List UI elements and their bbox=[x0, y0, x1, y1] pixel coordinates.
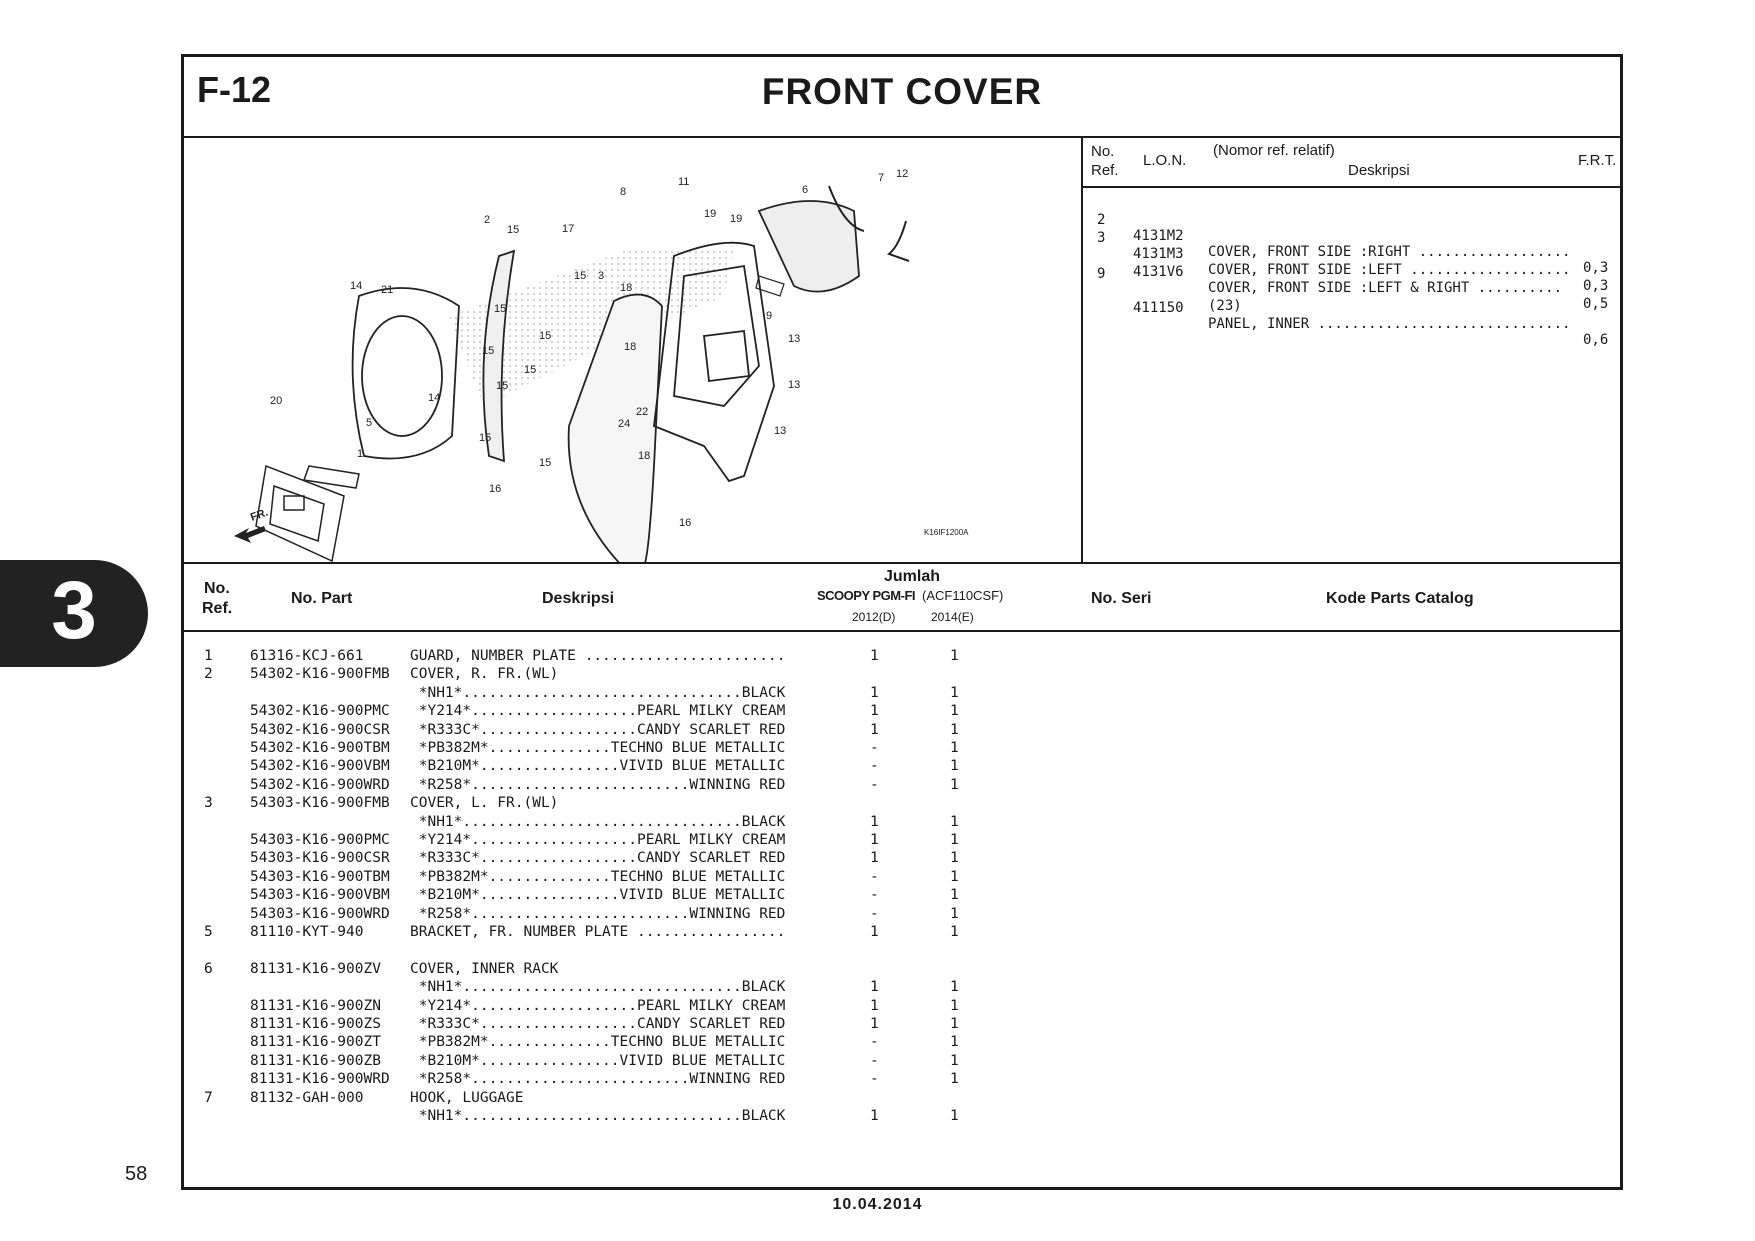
callout: 18 bbox=[624, 341, 637, 353]
part-number: 61316-KCJ-661 bbox=[250, 648, 364, 664]
lon-head-no: No. bbox=[1091, 143, 1115, 160]
table-row bbox=[184, 961, 1620, 979]
part-number: 54302-K16-900TBM bbox=[250, 740, 390, 756]
part-number: 54303-K16-900VBM bbox=[250, 887, 390, 904]
title-row bbox=[184, 57, 1620, 138]
qty-2012: 1 bbox=[870, 997, 879, 1014]
head-no: No. bbox=[204, 580, 230, 597]
callout: 5 bbox=[366, 417, 373, 429]
table-row bbox=[184, 740, 1620, 758]
qty-2014: 1 bbox=[950, 684, 959, 701]
callout: 11 bbox=[678, 176, 690, 188]
part-desc: *R258*.........................WINNING RED bbox=[410, 1071, 786, 1088]
callout: 1 bbox=[357, 448, 364, 460]
qty-2012: 1 bbox=[870, 850, 879, 867]
lon-desc: COVER, FRONT SIDE :LEFT & RIGHT .......... bbox=[1208, 280, 1563, 296]
qty-2012: 1 bbox=[870, 924, 879, 940]
qty-2014: 1 bbox=[950, 721, 959, 738]
callout: 17 bbox=[562, 223, 575, 235]
part-desc: *B210M*................VIVID BLUE METALLIC bbox=[410, 758, 786, 775]
qty-2012: 1 bbox=[870, 721, 879, 738]
part-desc: HOOK, LUGGAGE bbox=[410, 1089, 524, 1106]
table-row bbox=[184, 795, 1620, 813]
lon-ref: 3 bbox=[1097, 230, 1106, 246]
qty-2014: 1 bbox=[950, 832, 959, 848]
callout: 15 bbox=[539, 330, 552, 342]
callout: 24 bbox=[618, 418, 631, 430]
table-row bbox=[184, 777, 1620, 795]
callout: 20 bbox=[270, 395, 283, 407]
part-number: 54303-K16-900CSR bbox=[250, 850, 390, 867]
qty-2012: - bbox=[870, 1052, 879, 1069]
part-ref: 1 bbox=[204, 648, 213, 664]
qty-2012: - bbox=[870, 1071, 879, 1088]
qty-2014: 1 bbox=[950, 905, 959, 922]
table-row bbox=[184, 1016, 1620, 1034]
diagram-code: K16IF1200A bbox=[924, 528, 969, 537]
part-ref: 6 bbox=[204, 960, 213, 977]
part-desc: *NH1*................................BLACK bbox=[410, 813, 786, 830]
table-row bbox=[184, 648, 1620, 666]
qty-2012: - bbox=[870, 776, 879, 793]
head-year-2014: 2014(E) bbox=[931, 610, 974, 624]
callout: 15 bbox=[524, 364, 537, 376]
qty-2014: 1 bbox=[950, 887, 959, 904]
part-number: 54302-K16-900CSR bbox=[250, 721, 390, 738]
callout: 15 bbox=[494, 303, 507, 315]
part-desc: *B210M*................VIVID BLUE METALLIC bbox=[410, 1052, 786, 1069]
lon-head-relatif: (Nomor ref. relatif) bbox=[1213, 142, 1335, 159]
callout: 7 bbox=[878, 172, 885, 184]
table-row bbox=[184, 850, 1620, 868]
qty-2014: 1 bbox=[950, 924, 959, 940]
lon-ref: 2 bbox=[1097, 212, 1106, 228]
qty-2014: 1 bbox=[950, 1052, 959, 1069]
part-desc: *PB382M*..............TECHNO BLUE METALLIC bbox=[410, 740, 786, 756]
part-number: 81131-K16-900ZT bbox=[250, 1034, 381, 1051]
fr-arrow-icon bbox=[234, 526, 266, 543]
qty-2014: 1 bbox=[950, 813, 959, 830]
callout: 19 bbox=[730, 213, 743, 225]
table-row bbox=[184, 942, 1620, 960]
table-row bbox=[184, 814, 1620, 832]
catalog-frame bbox=[181, 54, 1623, 1190]
page-title: FRONT COVER bbox=[761, 71, 1043, 112]
lon-header bbox=[1083, 136, 1620, 188]
part-number: 81131-K16-900ZN bbox=[250, 997, 381, 1014]
qty-2014: 1 bbox=[950, 648, 959, 664]
callout: 16 bbox=[679, 517, 692, 529]
callout: 12 bbox=[896, 168, 909, 180]
callout: 8 bbox=[620, 186, 627, 198]
part-number: 81131-K16-900ZB bbox=[250, 1052, 381, 1069]
callout: 15 bbox=[479, 432, 492, 444]
lon-frt: 0,6 bbox=[1583, 332, 1609, 348]
hook-clip-shape bbox=[889, 221, 909, 261]
lon-head-frt: F.R.T. bbox=[1578, 152, 1617, 169]
callout: 22 bbox=[636, 406, 649, 418]
qty-2012: 1 bbox=[870, 684, 879, 701]
qty-2012: 1 bbox=[870, 979, 879, 996]
part-desc: *Y214*...................PEARL MILKY CREAM bbox=[410, 832, 786, 848]
part-ref: 3 bbox=[204, 795, 213, 812]
lon-desc: COVER, FRONT SIDE :LEFT ................... bbox=[1208, 262, 1571, 278]
part-ref: 7 bbox=[204, 1089, 213, 1106]
lon-desc: COVER, FRONT SIDE :RIGHT .................. bbox=[1208, 244, 1571, 260]
table-row bbox=[184, 685, 1620, 703]
part-number: 54302-K16-900VBM bbox=[250, 758, 390, 775]
print-date: 10.04.2014 bbox=[832, 1196, 923, 1213]
callout: 15 bbox=[496, 380, 509, 392]
part-number: 81131-K16-900ZV bbox=[250, 960, 381, 977]
head-year-2012: 2012(D) bbox=[852, 610, 896, 624]
callout: 14 bbox=[428, 392, 441, 404]
callout: 14 bbox=[350, 280, 363, 292]
qty-2014: 1 bbox=[950, 1071, 959, 1088]
part-number: 54302-K16-900FMB bbox=[250, 666, 390, 683]
head-no-seri: No. Seri bbox=[1091, 590, 1152, 607]
head-ref: Ref. bbox=[202, 600, 233, 617]
lon-desc: (23) bbox=[1208, 298, 1242, 314]
table-row bbox=[184, 722, 1620, 740]
qty-2012: 1 bbox=[870, 832, 879, 848]
qty-2014: 1 bbox=[950, 1108, 959, 1124]
part-desc: GUARD, NUMBER PLATE ....................... bbox=[410, 648, 786, 664]
qty-2012: 1 bbox=[870, 1108, 879, 1124]
part-number: 54302-K16-900PMC bbox=[250, 703, 390, 720]
lon-code: 4131V6 bbox=[1133, 264, 1184, 280]
table-row bbox=[184, 869, 1620, 887]
part-desc: COVER, L. FR.(WL) bbox=[410, 795, 559, 812]
qty-2012: - bbox=[870, 868, 879, 885]
qty-2012: - bbox=[870, 905, 879, 922]
part-desc: *NH1*................................BLACK bbox=[410, 684, 786, 701]
table-row bbox=[184, 703, 1620, 721]
part-desc: *NH1*................................BLACK bbox=[410, 979, 786, 996]
part-desc: *R333C*..................CANDY SCARLET RED bbox=[410, 850, 786, 867]
callout: 18 bbox=[638, 450, 651, 462]
part-number: 54303-K16-900TBM bbox=[250, 868, 390, 885]
part-desc: *Y214*...................PEARL MILKY CREAM bbox=[410, 997, 786, 1014]
front-panel-shape bbox=[353, 288, 459, 459]
part-desc: *B210M*................VIVID BLUE METALLIC bbox=[410, 887, 786, 904]
callout: 9 bbox=[766, 310, 773, 322]
part-desc: *R258*.........................WINNING RED bbox=[410, 776, 786, 793]
part-desc: COVER, R. FR.(WL) bbox=[410, 666, 559, 683]
qty-2014: 1 bbox=[950, 758, 959, 775]
table-row bbox=[184, 832, 1620, 850]
lon-desc: PANEL, INNER .............................. bbox=[1208, 316, 1571, 332]
section-tab bbox=[0, 560, 148, 667]
head-model: SCOOPY PGM-FI bbox=[817, 588, 915, 603]
page-number: 58 bbox=[125, 1163, 148, 1185]
part-number: 81132-GAH-000 bbox=[250, 1089, 364, 1106]
part-desc: *Y214*...................PEARL MILKY CREAM bbox=[410, 703, 786, 720]
qty-2012: 1 bbox=[870, 813, 879, 830]
lon-head-lon: L.O.N. bbox=[1143, 152, 1187, 169]
lon-head-ref: Ref. bbox=[1091, 162, 1119, 179]
bracket-shape bbox=[304, 466, 359, 488]
table-row bbox=[184, 1053, 1620, 1071]
table-row bbox=[184, 924, 1620, 942]
qty-2014: 1 bbox=[950, 740, 959, 756]
part-ref: 2 bbox=[204, 666, 213, 683]
part-number: 81131-K16-900WRD bbox=[250, 1071, 390, 1088]
guard-number-plate bbox=[256, 466, 344, 561]
table-row bbox=[184, 666, 1620, 684]
part-number: 81110-KYT-940 bbox=[250, 924, 364, 940]
qty-2012: 1 bbox=[870, 1016, 879, 1032]
lon-head-desc: Deskripsi bbox=[1348, 162, 1410, 179]
lon-code: 4131M2 bbox=[1133, 228, 1184, 244]
qty-2012: 1 bbox=[870, 648, 879, 664]
qty-2014: 1 bbox=[950, 1016, 959, 1032]
lon-code: 411150 bbox=[1133, 300, 1184, 316]
callout: 15 bbox=[482, 345, 495, 357]
qty-2012: - bbox=[870, 887, 879, 904]
section-tab-number: 3 bbox=[51, 565, 97, 656]
callout: 6 bbox=[802, 184, 809, 196]
table-row bbox=[184, 1071, 1620, 1089]
part-desc: *R333C*..................CANDY SCARLET RED bbox=[410, 721, 786, 738]
callout: 13 bbox=[774, 425, 787, 437]
section-code: F-12 bbox=[197, 69, 272, 110]
table-row bbox=[184, 979, 1620, 997]
part-number: 54303-K16-900FMB bbox=[250, 795, 390, 812]
callout: 15 bbox=[507, 224, 520, 236]
head-kode: Kode Parts Catalog bbox=[1326, 590, 1474, 607]
part-number: 54302-K16-900WRD bbox=[250, 776, 390, 793]
callout: 13 bbox=[788, 379, 801, 391]
lon-code: 4131M3 bbox=[1133, 246, 1184, 262]
part-number: 54303-K16-900WRD bbox=[250, 905, 390, 922]
callout: 2 bbox=[484, 214, 491, 226]
part-number: 54303-K16-900PMC bbox=[250, 832, 390, 848]
lon-ref: 9 bbox=[1097, 266, 1106, 282]
callout: 21 bbox=[381, 284, 394, 296]
part-ref: 5 bbox=[204, 924, 213, 940]
head-jumlah: Jumlah bbox=[884, 568, 941, 585]
callout: 13 bbox=[788, 333, 801, 345]
callout: 18 bbox=[620, 282, 633, 294]
exploded-diagram bbox=[184, 136, 1083, 562]
table-row bbox=[184, 1090, 1620, 1108]
qty-2014: 1 bbox=[950, 997, 959, 1014]
part-desc: *NH1*................................BLACK bbox=[410, 1108, 786, 1124]
qty-2014: 1 bbox=[950, 868, 959, 885]
callout: 15 bbox=[539, 457, 552, 469]
qty-2012: 1 bbox=[870, 703, 879, 720]
qty-2014: 1 bbox=[950, 979, 959, 996]
table-row bbox=[184, 998, 1620, 1016]
part-number: 81131-K16-900ZS bbox=[250, 1016, 381, 1032]
callout: 16 bbox=[489, 483, 502, 495]
fr-label: FR. bbox=[248, 506, 270, 524]
qty-2014: 1 bbox=[950, 776, 959, 793]
part-desc: BRACKET, FR. NUMBER PLATE ................. bbox=[410, 924, 786, 940]
callout: 3 bbox=[598, 270, 605, 282]
part-desc: *PB382M*..............TECHNO BLUE METALLIC bbox=[410, 1034, 786, 1051]
table-row bbox=[184, 906, 1620, 924]
head-model-code: (ACF110CSF) bbox=[922, 588, 1004, 603]
lon-frt: 0,3 bbox=[1583, 278, 1609, 294]
qty-2014: 1 bbox=[950, 1034, 959, 1051]
qty-2012: - bbox=[870, 1034, 879, 1051]
head-no-part: No. Part bbox=[291, 590, 353, 607]
diagram-svg bbox=[184, 136, 1079, 562]
table-row bbox=[184, 887, 1620, 905]
table-row bbox=[184, 1034, 1620, 1052]
qty-2014: 1 bbox=[950, 703, 959, 720]
table-row bbox=[184, 758, 1620, 776]
part-desc: *R333C*..................CANDY SCARLET RED bbox=[410, 1016, 786, 1032]
lon-frt: 0,5 bbox=[1583, 296, 1609, 312]
lon-frt: 0,3 bbox=[1583, 260, 1609, 276]
part-desc: *R258*.........................WINNING RED bbox=[410, 905, 786, 922]
part-desc: COVER, INNER RACK bbox=[410, 960, 559, 977]
qty-2012: - bbox=[870, 740, 879, 756]
callout: 15 bbox=[574, 270, 587, 282]
parts-table-header bbox=[184, 562, 1620, 632]
qty-2014: 1 bbox=[950, 850, 959, 867]
lon-table bbox=[1083, 136, 1620, 562]
head-deskripsi: Deskripsi bbox=[542, 590, 615, 607]
qty-2012: - bbox=[870, 758, 879, 775]
callout: 19 bbox=[704, 208, 717, 220]
table-row bbox=[184, 1108, 1620, 1126]
part-desc: *PB382M*..............TECHNO BLUE METALLIC bbox=[410, 868, 786, 885]
